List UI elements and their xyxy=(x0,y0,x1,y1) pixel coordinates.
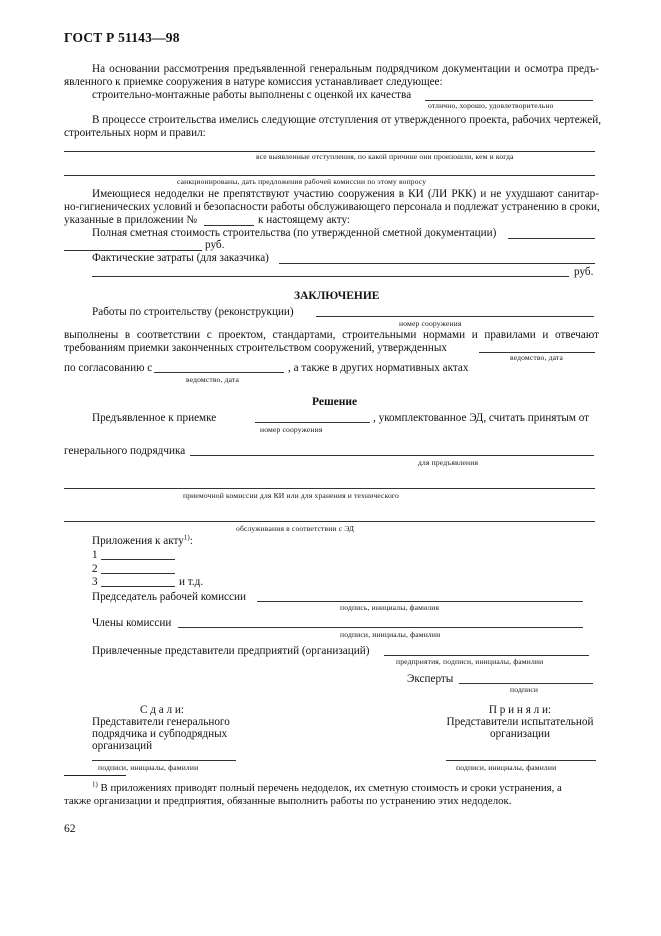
defects-line-3a: указанные в приложении № xyxy=(64,214,197,226)
page-number: 62 xyxy=(64,823,76,835)
attachment-number-field[interactable] xyxy=(204,225,254,226)
deviations-line-1: В процессе строительства имелись следующие отступления от утвержденного проекта, рабочих чертежей, xyxy=(92,114,601,126)
conclusion-line-4b: , а также в других нормативных актах xyxy=(288,362,469,374)
chair-signature-field[interactable] xyxy=(257,601,583,602)
structure-number-field[interactable] xyxy=(316,316,594,317)
members-signature-field[interactable] xyxy=(178,627,583,628)
accepted-caption: подписи, инициалы, фамилии xyxy=(456,763,557,772)
handed-over-line-3: организаций xyxy=(92,740,153,752)
footnote-mark: 1) xyxy=(92,780,98,789)
deviations-caption-1: все выявленные отступления, по какой причине они произошли, кем и когда xyxy=(256,152,514,161)
attachment-item-2-field[interactable] xyxy=(101,573,175,574)
footnote-line-1 xyxy=(92,782,562,795)
estimate-field-b[interactable] xyxy=(64,250,202,251)
actual-cost-label: Фактические затраты (для заказчика) xyxy=(92,252,269,264)
estimate-label: Полная сметная стоимость строительства (по утвержденной сметной документации) xyxy=(92,227,497,239)
document-header: ГОСТ Р 51143—98 xyxy=(64,30,180,45)
intro-line-1: На основании рассмотрения предъявленной генеральным подрядчиком документации и осмотра предъ- xyxy=(92,63,599,75)
actual-cost-field-a[interactable] xyxy=(279,263,595,264)
general-contractor-field[interactable] xyxy=(190,455,594,456)
conclusion-works-label: Работы по строительству (реконструкции) xyxy=(92,306,294,318)
decision-heading: Решение xyxy=(312,396,358,408)
footnote-text-1: В приложениях приводят полный перечень недоделок, их сметную стоимость и сроки устранения, а xyxy=(100,782,562,794)
attachments-label-text: Приложения к акту xyxy=(92,535,184,547)
decision-line-2: генерального подрядчика xyxy=(64,445,186,457)
service-caption: обслуживания в соответствии с ЭД xyxy=(236,524,355,533)
attachment-item-3-field[interactable] xyxy=(101,586,175,587)
accepted-line-2: организации xyxy=(489,728,551,740)
accepted-signature-field[interactable] xyxy=(446,760,596,761)
deviations-field-2[interactable] xyxy=(64,175,595,176)
handed-over-line-2: подрядчика и субподрядных xyxy=(92,728,228,740)
conclusion-heading: ЗАКЛЮЧЕНИЕ xyxy=(294,290,380,302)
footnote-rule xyxy=(64,775,126,776)
accepted-title: П р и н я л и: xyxy=(488,704,552,716)
agreed-with-field[interactable] xyxy=(154,372,284,373)
deviations-line-2: строительных норм и правил: xyxy=(64,127,206,139)
accepted-line-1: Представители испытательной xyxy=(446,716,594,728)
quality-caption: отлично, хорошо, удовлетворительно xyxy=(428,101,554,110)
experts-caption: подписи xyxy=(510,685,539,694)
commission-caption: приемочной комиссии для КИ или для хранения и технического xyxy=(183,491,399,500)
experts-label: Эксперты xyxy=(407,673,454,685)
conclusion-line-2: выполнены в соответствии с проектом, стандартами, строительными нормами и правилами и отвечают xyxy=(64,329,599,341)
defects-line-1: Имеющиеся недоделки не препятствуют участию сооружения в КИ (ЛИ РКК) и не ухудшают санитар- xyxy=(92,188,599,200)
handed-over-title: С д а л и: xyxy=(140,704,184,716)
handed-over-line-1: Представители генерального xyxy=(92,716,230,728)
conclusion-line-4a: по согласованию с xyxy=(64,362,153,374)
approved-by-caption: ведомство, дата xyxy=(510,353,564,362)
handed-over-caption: подписи, инициалы, фамилии xyxy=(98,763,199,772)
deviations-caption-2: санкционированы, дать предложения рабочей комиссии по этому вопросу xyxy=(177,177,427,186)
experts-signature-field[interactable] xyxy=(459,683,593,684)
attachment-item-1-number: 1 xyxy=(92,549,98,561)
invited-label: Привлеченные представители предприятий (организаций) xyxy=(92,645,370,657)
commission-field[interactable] xyxy=(64,488,595,489)
service-field[interactable] xyxy=(64,521,595,522)
accepted-structure-caption: номер сооружения xyxy=(260,425,323,434)
invited-caption: предприятия, подписи, инициалы, фамилии xyxy=(396,657,544,666)
attachment-item-2-number: 2 xyxy=(92,563,98,575)
attachment-etc: и т.д. xyxy=(179,576,204,588)
actual-cost-currency: руб. xyxy=(574,266,594,278)
estimate-currency: руб. xyxy=(205,239,225,251)
decision-line-1b: , укомплектованное ЭД, считать принятым от xyxy=(373,412,590,424)
footnote-line-2: также организации и предприятия, обязанные выполнить работы по устранению этих недоделок. xyxy=(64,795,512,807)
attachment-item-1-field[interactable] xyxy=(101,559,175,560)
members-label: Члены комиссии xyxy=(92,617,172,629)
intro-line-2: явленного к приемке сооружения в натуре комиссия устанавливает следующее: xyxy=(64,76,443,88)
structure-number-caption: номер сооружения xyxy=(399,319,462,328)
decision-line-1a: Предъявленное к приемке xyxy=(92,412,217,424)
chair-caption: подпись, инициалы, фамилия xyxy=(340,603,440,612)
agreed-with-caption: ведомство, дата xyxy=(186,375,240,384)
attachments-label xyxy=(92,535,193,548)
intro-line-3: строительно-монтажные работы выполнены с оценкой их качества xyxy=(92,89,412,101)
attachments-colon: : xyxy=(189,535,193,547)
handed-over-signature-field[interactable] xyxy=(92,760,236,761)
invited-signature-field[interactable] xyxy=(384,655,589,656)
defects-line-2: но-гигиенических условий и безопасности работы обслуживающего персонала и подлежат устранению в сроки, xyxy=(64,201,600,213)
presentation-caption: для предъявления xyxy=(418,458,479,467)
actual-cost-field-b[interactable] xyxy=(92,276,569,277)
chair-label: Председатель рабочей комиссии xyxy=(92,591,246,603)
defects-line-3b: к настоящему акту: xyxy=(258,214,351,226)
estimate-field-a[interactable] xyxy=(508,238,595,239)
attachments-footnote-mark: 1) xyxy=(183,533,190,542)
conclusion-line-3: требованиям приемки законченных строительством сооружений, утвержденных xyxy=(64,342,448,354)
attachment-item-3-number: 3 xyxy=(92,576,98,588)
accepted-structure-field[interactable] xyxy=(255,422,370,423)
members-caption: подписи, инициалы, фамилии xyxy=(340,630,441,639)
